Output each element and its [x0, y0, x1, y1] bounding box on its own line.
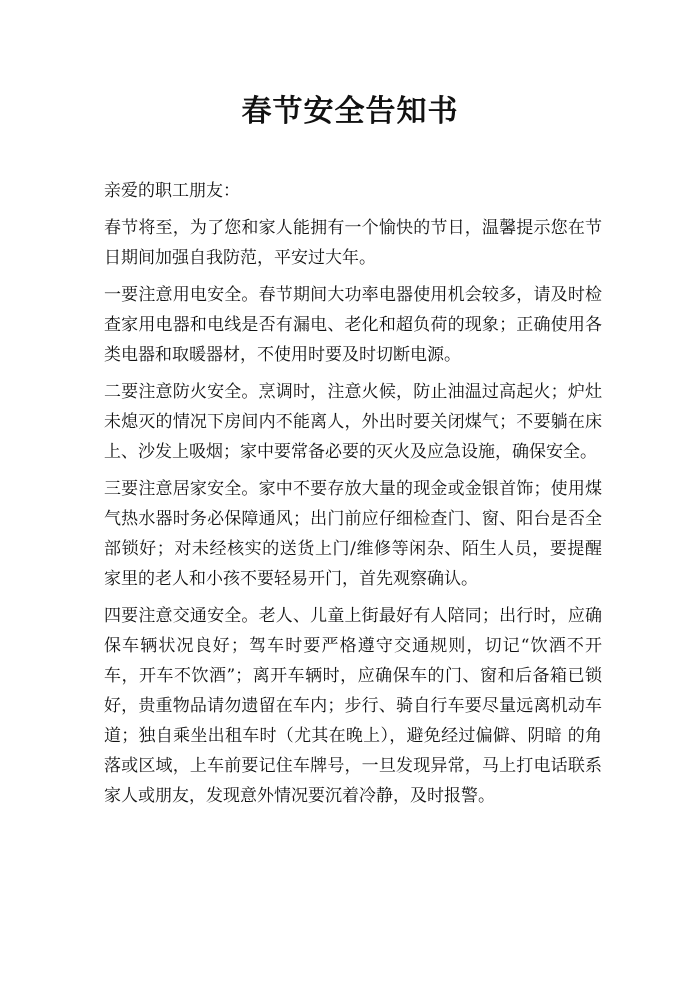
- salutation: 亲爱的职工朋友：: [104, 181, 240, 201]
- paragraph-intro: 春节将至，为了您和家人能拥有一个愉快的节日，温馨提示您在节日期间加强自我防范，平安过大年。: [104, 218, 602, 268]
- paragraph-electricity-safety: 一要注意用电安全。春节期间大功率电器使用机会较多，请及时检查家用电器和电线是否有漏电、老化和超负荷的现象；正确使用各类电器和取暖器材，不使用时要及时切断电源。: [104, 285, 602, 365]
- paragraph-fire-safety: 二要注意防火安全。烹调时，注意火候，防止油温过高起火；炉灶未熄灭的情况下房间内不能离人，外出时要关闭煤气；不要躺在床上、沙发上吸烟；家中要常备必要的灭火及应急设施，确保安全。: [104, 382, 602, 462]
- paragraph-home-safety: 三要注意居家安全。家中不要存放大量的现金或金银首饰；使用煤气热水器时务必保障通风；出门前应仔细检查门、窗、阳台是否全部锁好；对未经核实的送货上门/维修等闲杂、陌生人员，要提醒家里的老人和小孩不要轻易开门，首先观察确认。: [104, 479, 602, 589]
- document-title: 春节安全告知书: [241, 94, 459, 129]
- document-body: [104, 176, 602, 818]
- paragraph-traffic-safety: 四要注意交通安全。老人、儿童上街最好有人陪同；出行时，应确保车辆状况良好；驾车时要严格遵守交通规则，切记“饮酒不开车，开车不饮酒”；离开车辆时，应确保车的门、窗和后备箱已锁好，贵重物品请勿遗留在车内；步行、骑自行车要尽量远离机动车道；独自乘坐出租车时（尤其在晚上），避免经过偏僻、阴暗 的角落或区域，上车前要记住车牌号，一旦发现异常，马上打电话联系家人或朋友，发现意外情况要沉着冷静，及时报警。: [104, 606, 602, 806]
